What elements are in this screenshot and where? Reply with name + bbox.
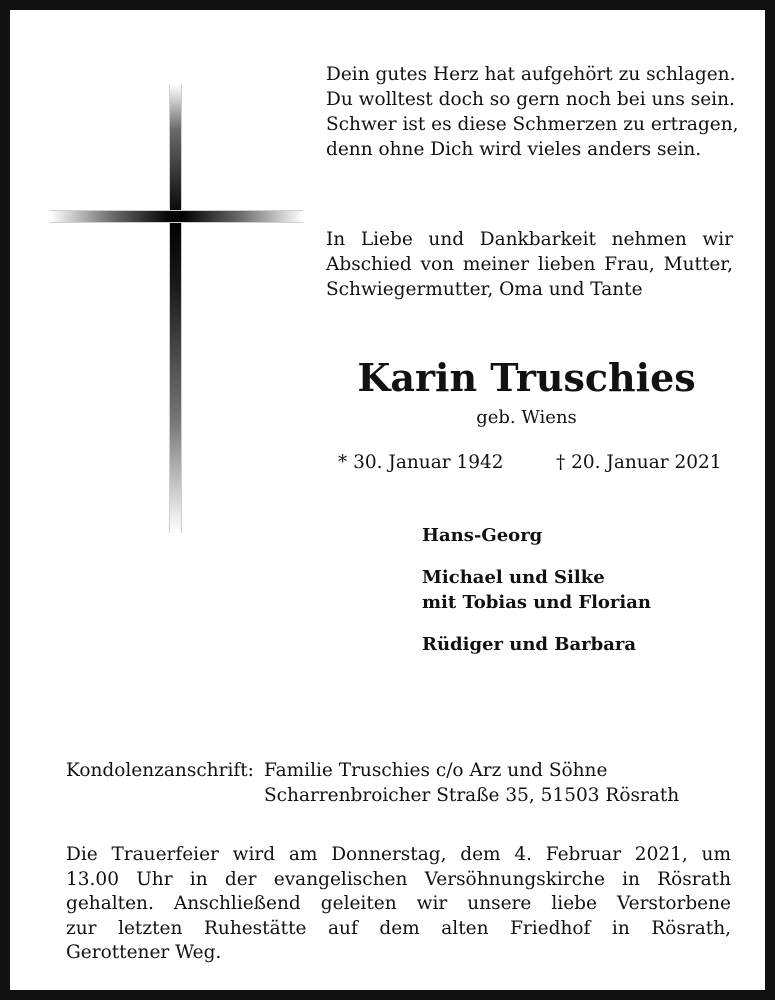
farewell-intro bbox=[326, 227, 733, 302]
intro-line: In Liebe und Dankbarkeit nehmen wir bbox=[326, 229, 733, 250]
funeral-service-text bbox=[66, 843, 731, 966]
intro-line: Schwiegermutter, Oma und Tante bbox=[326, 279, 643, 300]
mourner-entry bbox=[422, 632, 742, 657]
mourner-line: mit Tobias und Florian bbox=[422, 592, 652, 613]
mourner-line: Rüdiger und Barbara bbox=[422, 634, 637, 655]
condolence-address-line: Scharrenbroicher Straße 35, 51503 Rösrath bbox=[264, 785, 680, 806]
service-line: gehalten. Anschließend geleiten wir unsere liebe Verstorbene bbox=[66, 893, 731, 914]
poem bbox=[326, 62, 739, 162]
service-line: Die Trauerfeier wird am Donnerstag, dem 4. Februar 2021, um bbox=[66, 844, 731, 865]
birth-date: * 30. Januar 1942 bbox=[338, 452, 504, 473]
service-line: Gerottener Weg. bbox=[66, 942, 222, 963]
poem-line: denn ohne Dich wird vieles anders sein. bbox=[326, 139, 702, 160]
intro-line: Abschied von meiner lieben Frau, Mutter, bbox=[326, 254, 733, 275]
mourner-entry bbox=[422, 523, 742, 548]
mourners-list bbox=[422, 523, 742, 674]
condolence-address-line: Familie Truschies c/o Arz und Söhne bbox=[264, 760, 608, 781]
deceased-name: Karin Truschies bbox=[357, 355, 696, 400]
cross-horizontal-beam bbox=[50, 210, 303, 223]
mourner-entry bbox=[422, 565, 742, 615]
cross-vertical-beam bbox=[169, 85, 182, 533]
poem-line: Dein gutes Herz hat aufgehört zu schlagen. bbox=[326, 64, 736, 85]
poem-line: Schwer ist es diese Schmerzen zu ertragen, bbox=[326, 114, 739, 135]
service-line: zur letzten Ruhestätte auf dem alten Friedhof in Rösrath, bbox=[66, 917, 731, 939]
mourner-line: Hans-Georg bbox=[422, 525, 543, 546]
death-date: † 20. Januar 2021 bbox=[556, 452, 722, 473]
condolence-address bbox=[264, 758, 679, 808]
mourner-line: Michael und Silke bbox=[422, 567, 605, 588]
poem-line: Du wolltest doch so gern noch bei uns sein. bbox=[326, 89, 735, 110]
condolence-label: Kondolenzanschrift: bbox=[66, 760, 254, 781]
service-line: 13.00 Uhr in der evangelischen Versöhnungskirche in Rösrath bbox=[66, 868, 731, 890]
maiden-name: geb. Wiens bbox=[476, 407, 577, 428]
